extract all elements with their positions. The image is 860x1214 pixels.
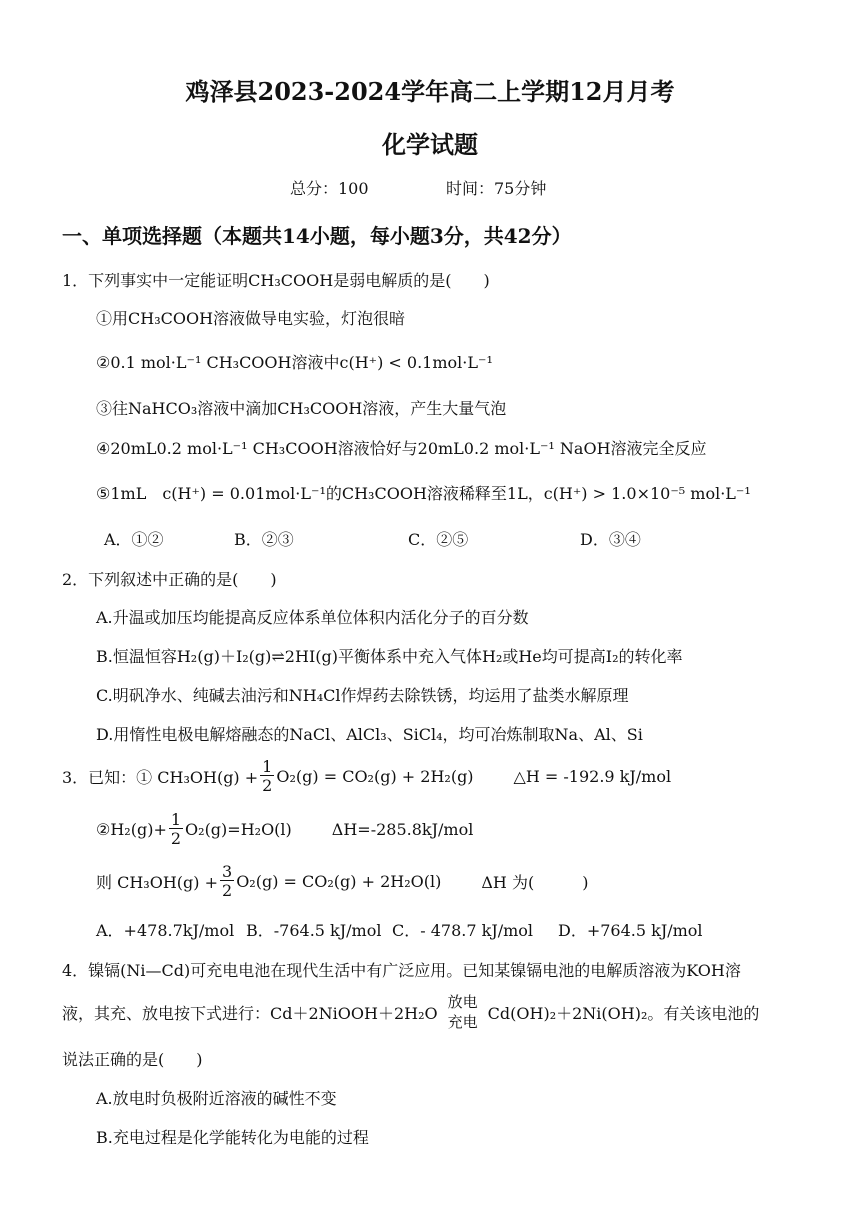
- q3-eq3-left: 则 CH₃OH(g) +: [96, 872, 218, 892]
- question-2-option-a: A.升温或加压均能提高反应体系单位体积内活化分子的百分数: [96, 608, 529, 627]
- question-3-option-c: C．- 478.7 kJ/mol: [392, 921, 534, 940]
- question-2-option-c: C.明矾净水、纯碱去油污和NH₄Cl作焊药去除铁锈，均运用了盐类水解原理: [96, 686, 629, 705]
- question-3-equation-3: [96, 857, 588, 905]
- q3-eq1-left: 3．已知：① CH₃OH(g) +: [62, 767, 259, 787]
- q4-reactants: 液，其充、放电按下式进行：Cd＋2NiOOH＋2H₂O: [62, 1003, 438, 1023]
- q3-eq1-right: O₂(g) = CO₂(g) + 2H₂(g): [276, 766, 474, 786]
- question-3-option-b: B．-764.5 kJ/mol: [246, 921, 382, 940]
- fraction-numerator: 1: [262, 756, 273, 776]
- question-2-stem: 2．下列叙述中正确的是( ): [62, 570, 277, 589]
- q3-eq2-left: ②H₂(g)+: [96, 819, 167, 839]
- question-2-option-d: D.用惰性电极电解熔融态的NaCl、AlCl₃、SiCl₄，均可冶炼制取Na、Al、Si: [96, 725, 643, 744]
- q3-eq3-right: O₂(g) = CO₂(g) + 2H₂O(l): [236, 871, 442, 891]
- question-1-item: ⑤1mL c(H⁺) = 0.01mol·L⁻¹的CH₃COOH溶液稀释至1L，c(H⁺) > 1.0×10⁻⁵ mol·L⁻¹: [96, 484, 751, 503]
- question-1-option-d: D．③④: [580, 530, 641, 549]
- exam-title: 鸡泽县2023-2024学年高二上学期12月月考: [185, 77, 675, 106]
- question-4-option-a: A.放电时负极附近溶液的碱性不变: [96, 1089, 337, 1108]
- question-1-option-c: C．②⑤: [408, 530, 469, 549]
- question-4-option-b: B.充电过程是化学能转化为电能的过程: [96, 1128, 369, 1147]
- fraction-denominator: 2: [262, 775, 273, 795]
- question-4-line-2: [62, 990, 759, 1034]
- condition-discharge: 放电: [447, 993, 478, 1011]
- fraction: [260, 756, 274, 795]
- question-4-line-3: 说法正确的是( ): [62, 1050, 203, 1069]
- q3-eq1-enthalpy: △H = -192.9 kJ/mol: [513, 766, 672, 786]
- total-score: 总分：100: [290, 179, 369, 198]
- question-3-equation-2: [96, 805, 473, 853]
- fraction: [169, 809, 183, 848]
- q4-products: Cd(OH)₂＋2Ni(OH)₂。有关该电池的: [487, 1003, 760, 1023]
- question-1-item: ②0.1 mol·L⁻¹ CH₃COOH溶液中c(H⁺) < 0.1mol·L⁻¹: [96, 353, 493, 372]
- exam-time: 时间：75分钟: [446, 179, 547, 198]
- fraction: [220, 861, 234, 900]
- fraction-numerator: 1: [170, 809, 182, 829]
- q3-eq2-right: O₂(g)=H₂O(l): [185, 819, 292, 839]
- question-3-equation-1: [62, 752, 671, 800]
- question-1-item: ③往NaHCO₃溶液中滴加CH₃COOH溶液，产生大量气泡: [96, 399, 507, 418]
- question-1-option-a: A．①②: [104, 530, 164, 549]
- question-3-option-d: D．+764.5 kJ/mol: [558, 921, 703, 940]
- q3-eq2-enthalpy: ΔH=-285.8kJ/mol: [331, 819, 474, 839]
- q3-eq3-enthalpy: ΔH 为( ): [481, 872, 589, 892]
- question-1-item: ①用CH₃COOH溶液做导电实验，灯泡很暗: [96, 309, 406, 328]
- question-1-stem: 1．下列事实中一定能证明CH₃COOH是弱电解质的是( ): [62, 271, 490, 290]
- question-1-item: ④20mL0.2 mol·L⁻¹ CH₃COOH溶液恰好与20mL0.2 mol·L⁻¹ NaOH溶液完全反应: [96, 439, 707, 458]
- condition-charge: 充电: [447, 1013, 478, 1031]
- section-heading: 一、单项选择题（本题共14小题，每小题3分，共42分）: [62, 224, 572, 248]
- question-1-option-b: B．②③: [234, 530, 294, 549]
- fraction-denominator: 2: [222, 880, 233, 900]
- exam-subtitle: 化学试题: [382, 130, 478, 159]
- question-2-option-b: B.恒温恒容H₂(g)＋I₂(g)⇌2HI(g)平衡体系中充入气体H₂或He均可提高I₂的转化率: [96, 647, 683, 666]
- fraction-denominator: 2: [170, 828, 182, 848]
- fraction-numerator: 3: [222, 861, 233, 881]
- question-4-line-1: 4．镍镉(Ni—Cd)可充电电池在现代生活中有广泛应用。已知某镍镉电池的电解质溶液为KOH溶: [62, 961, 741, 980]
- question-3-option-a: A．+478.7kJ/mol: [96, 921, 235, 940]
- reversible-condition: [448, 992, 478, 1032]
